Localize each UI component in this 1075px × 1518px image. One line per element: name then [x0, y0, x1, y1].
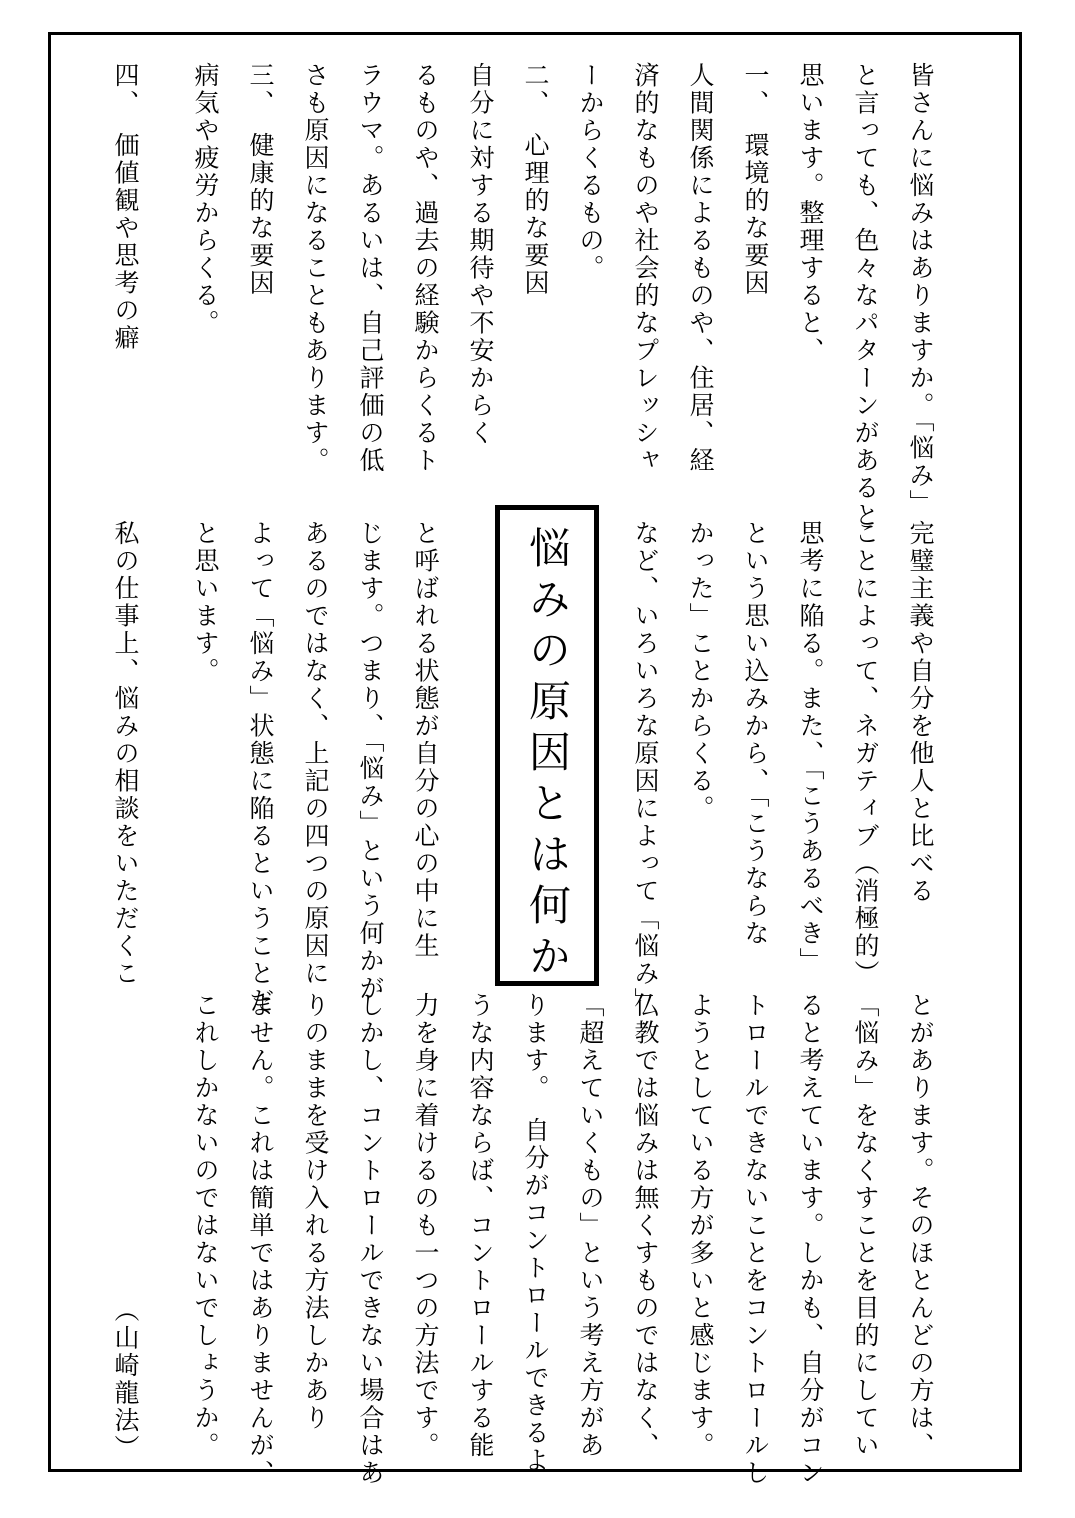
- column-10-top-text: るものや、過去の経験からくるト: [411, 62, 440, 475]
- column-9-top-text: 自分に対する期待や不安からく: [466, 62, 495, 447]
- column-15-top-text: 四、 価値観や思考の癖: [111, 62, 140, 352]
- column-14-bottom-text: これしかないのではないでしょうか。: [191, 992, 220, 1460]
- column-6-bottom-text: 仏教では悩みは無くすものではなく、: [631, 992, 660, 1460]
- column-12-bottom-text: りのままを受け入れる方法しかあり: [301, 992, 330, 1432]
- text-column-15: [98, 32, 153, 1472]
- text-column-6: [618, 32, 673, 1472]
- column-9-bottom-text: うな内容ならば、コントロールする能: [466, 992, 495, 1460]
- column-8-bottom-text: ります。 自分がコントロールできるよ: [521, 992, 550, 1475]
- column-11-bottom-text: しかし、コントロールできない場合はあ: [356, 992, 385, 1487]
- column-11-middle-text: じます。つまり、「悩み」という何かが: [356, 520, 385, 1003]
- column-3-bottom-text: ると考えています。しかも、自分がコン: [796, 992, 825, 1487]
- column-10-middle-text: と呼ばれる状態が自分の心の中に生: [411, 520, 440, 960]
- column-10-bottom-text: 力を身に着けるのも一つの方法です。: [411, 992, 440, 1460]
- column-14-middle-text: と思います。: [191, 520, 220, 685]
- column-15-middle-text: 私の仕事上、悩みの相談をいただくこ: [111, 520, 140, 988]
- column-3-top-text: 思います。整理すると、: [796, 62, 825, 365]
- column-13-middle-text: よって「悩み」状態に陥るということだ: [246, 520, 275, 1015]
- column-7-top-text: ーからくるもの。: [576, 62, 605, 282]
- text-column-1: [893, 32, 948, 1472]
- column-1-top-text: 皆さんに悩みはありますか。「悩み」: [906, 62, 935, 517]
- column-11-top-text: ラウマ。あるいは、自己評価の低: [356, 62, 385, 475]
- column-5-bottom-text: ようとしている方が多いと感じます。: [686, 992, 715, 1460]
- column-1-bottom-text: とがあります。そのほとんどの方は、: [906, 992, 935, 1460]
- column-6-middle-text: など、いろいろな原因によって「悩み」: [631, 520, 660, 1015]
- column-1-middle-text: 完璧主義や自分を他人と比べる: [906, 520, 935, 905]
- text-column-12: [288, 32, 343, 1472]
- column-13-top-text: 三、 健康的な要因: [246, 62, 275, 297]
- column-13-bottom-text: ません。これは簡単ではありませんが、: [246, 992, 275, 1487]
- text-column-14: [178, 32, 233, 1472]
- column-2-middle-text: ことによって、ネガティブ（消極的）: [851, 520, 880, 988]
- text-column-2: [838, 32, 893, 1472]
- column-4-middle-text: という思い込みから、「こうならな: [741, 520, 770, 948]
- text-column-10: [398, 32, 453, 1472]
- column-4-top-text: 一、 環境的な要因: [741, 62, 770, 297]
- column-6-top-text: 済的なものや社会的なプレッシャ: [631, 62, 660, 475]
- column-8-top-text: 二、 心理的な要因: [521, 62, 550, 297]
- column-3-middle-text: 思考に陥る。また、「こうあるべき」: [796, 520, 825, 975]
- text-column-4: [728, 32, 783, 1487]
- text-column-5: [673, 32, 728, 1472]
- column-2-top-text: と言っても、色々なパターンがあると: [851, 62, 880, 530]
- page-title: 悩みの原因とは何か: [523, 526, 572, 985]
- column-5-middle-text: かった」ことからくる。: [686, 520, 715, 823]
- column-5-top-text: 人間関係によるものや、住居、経: [686, 62, 715, 475]
- text-column-13: [233, 32, 288, 1487]
- column-7-bottom-text: 「超えていくもの」という考え方があ: [576, 992, 605, 1460]
- column-4-bottom-text: トロールできないことをコントロールし: [741, 992, 770, 1487]
- text-column-11: [343, 32, 398, 1487]
- text-column-3: [783, 32, 838, 1487]
- author-signature: （山崎龍法）: [111, 1297, 140, 1462]
- title-box: [495, 505, 599, 986]
- column-2-bottom-text: 「悩み」をなくすことを目的にしてい: [851, 992, 880, 1460]
- column-14-top-text: 病気や疲労からくる。: [191, 62, 220, 337]
- column-12-top-text: さも原因になることもあります。: [301, 62, 330, 475]
- column-12-middle-text: あるのではなく、上記の四つの原因に: [301, 520, 330, 988]
